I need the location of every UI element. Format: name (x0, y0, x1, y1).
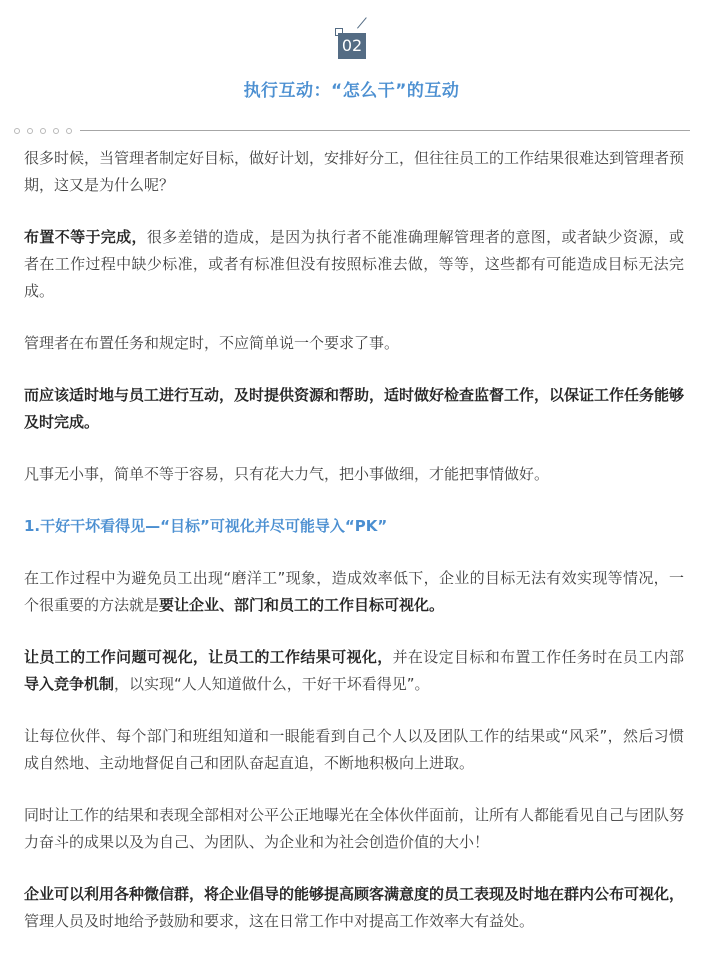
paragraph-9 (24, 802, 684, 856)
paragraph-5 (24, 461, 684, 488)
paragraph-10 (24, 881, 684, 935)
paragraph-text: 同时让工作的结果和表现全部相对公平公正地曝光在全体伙伴面前，让所有人都能看见自己与团队努力奋斗的成果以及为自己、为团队、为企业和为社会创造价值的大小！ (24, 806, 685, 851)
section-number: 02 (338, 33, 366, 59)
paragraph-bold-lead: 企业可以利用各种微信群，将企业倡导的能够提高顾客满意度的员工表现及时地在群内公布可视化， (24, 885, 685, 903)
paragraph-bold-text: 而应该适时地与员工进行互动，及时提供资源和帮助，适时做好检查监督工作，以保证工作任务能够及时完成。 (24, 386, 685, 431)
divider-dot-icon (27, 128, 33, 134)
paragraph-text: 凡事无小事，简单不等于容易，只有花大力气，把小事做细，才能把事情做好。 (24, 465, 550, 483)
paragraph-1 (24, 145, 684, 199)
divider-dot-icon (40, 128, 46, 134)
paragraph-7 (24, 644, 684, 698)
subheading-text: 1.干好干坏看得见—“目标”可视化并尽可能导入“PK” (24, 517, 388, 535)
badge-slash-decoration (357, 17, 367, 28)
paragraph-2 (24, 224, 684, 305)
paragraph-text: 很多差错的造成，是因为执行者不能准确理解管理者的意图，或者缺少资源，或者在工作过程中缺少标准，或者有标准但没有按照标准去做，等等，这些都有可能造成目标无法完成。 (24, 228, 684, 300)
paragraph-text: 让每位伙伴、每个部门和班组知道和一眼能看到自己个人以及团队工作的结果或“风采”，然后习惯成自然地、主动地督促自己和团队奋起直追，不断地积极向上进取。 (24, 727, 684, 772)
paragraph-bold-tail: 要让企业、部门和员工的工作目标可视化。 (159, 596, 445, 614)
divider-dot-icon (14, 128, 20, 134)
divider-dot-icon (66, 128, 72, 134)
article-body (24, 145, 684, 960)
subheading-1 (24, 513, 684, 540)
paragraph-text: ，以实现“人人知道做什么，干好干坏看得见”。 (114, 675, 430, 693)
section-divider (14, 126, 690, 136)
paragraph-text: 很多时候，当管理者制定好目标，做好计划，安排好分工，但往往员工的工作结果很难达到管理者预期，这又是为什么呢？ (24, 149, 685, 194)
paragraph-bold-lead: 布置不等于完成， (24, 228, 147, 246)
paragraph-text: 并在设定目标和布置工作任务时在员工内部 (392, 648, 684, 666)
paragraph-6 (24, 565, 684, 619)
paragraph-3 (24, 330, 684, 357)
section-number-badge (335, 28, 369, 62)
section-title: 执行互动：“怎么干”的互动 (243, 81, 460, 101)
paragraph-text: 在工作过程中为避免员工出现“磨洋工”现象，造成效率低下，企业的目标无法有效实现等情况，一个很重要的方法就是 (24, 569, 684, 614)
paragraph-bold-lead: 让员工的工作问题可视化，让员工的工作结果可视化， (24, 648, 393, 666)
paragraph-4 (24, 382, 684, 436)
paragraph-bold-inline: 导入竞争机制 (24, 675, 115, 693)
paragraph-text: 管理人员及时地给予鼓励和要求，这在日常工作中对提高工作效率大有益处。 (24, 912, 535, 930)
divider-dot-icon (53, 128, 59, 134)
divider-line (80, 130, 690, 131)
paragraph-text: 管理者在布置任务和规定时，不应简单说一个要求了事。 (24, 334, 400, 352)
paragraph-8 (24, 723, 684, 777)
